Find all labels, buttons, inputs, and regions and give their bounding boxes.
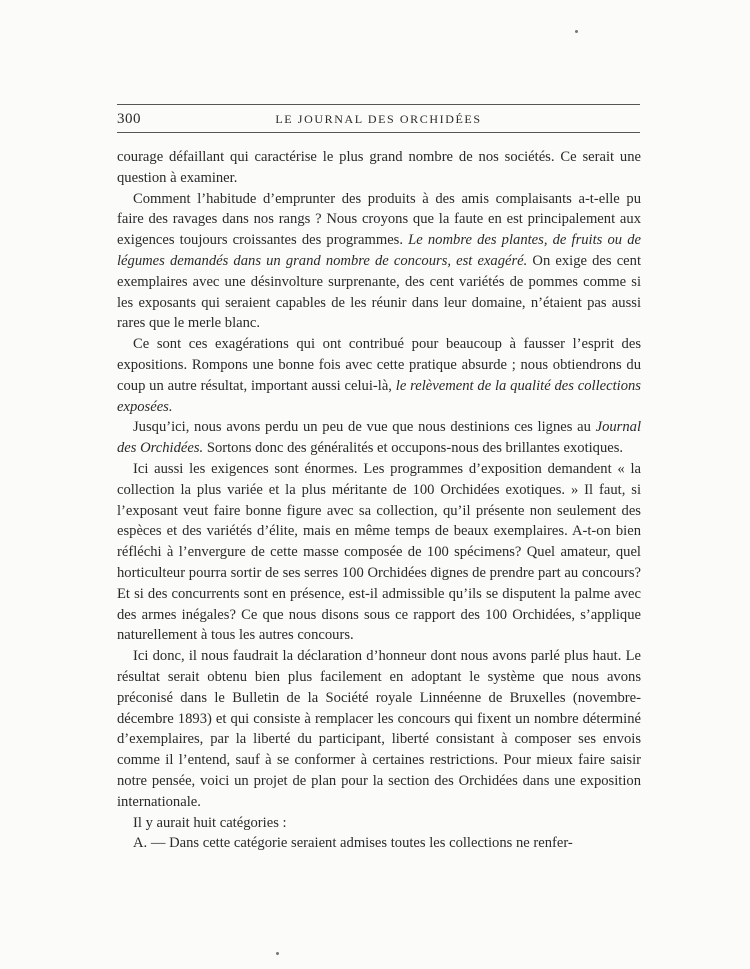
- page-number: 300: [117, 111, 141, 127]
- paragraph: [117, 147, 641, 189]
- paragraph: [117, 189, 641, 335]
- paragraph: [117, 646, 641, 812]
- header-top-rule: [117, 104, 640, 105]
- scan-speck: [276, 952, 279, 955]
- text-run: Sortons donc des généralités et occupons-nous des brillantes exotiques.: [203, 440, 624, 457]
- text-run: Comment l’habitude d’emprunter des produits à des amis complaisants a-t-elle pu faire des ravages dans nos rangs ? Nous croyons que la faute en est principalement aux exigences toujours croissantes des programmes.: [117, 190, 641, 249]
- header-bottom-rule: [117, 132, 640, 133]
- page-header: [117, 104, 640, 134]
- paragraph: [117, 334, 641, 417]
- text-run: Il y aurait huit catégories :: [133, 814, 287, 831]
- italic-run: Journal des Orchidées.: [117, 419, 641, 457]
- text-run: Ici donc, il nous faudrait la déclaration d’honneur dont nous avons parlé plus haut. Le résultat serait obtenu bien plus facilement en adoptant le système que nous avons préconisé dans le Bulletin de la Société royale Linnéenne de Bruxelles (novembre-décembre 1893) et qui consiste à remplacer les concours qui fixent un nombre déterminé d’exemplaires, par la liberté du participant, liberté consistant à composer ses envois comme il l’entend, sauf à se conformer à certaines restrictions. Pour mieux faire saisir notre pensée, voici un projet de plan pour la section des Orchidées dans une exposition internationale.: [117, 648, 641, 810]
- running-title: LE JOURNAL DES ORCHIDÉES: [275, 112, 482, 126]
- paragraph: [117, 417, 641, 459]
- text-run: A. — Dans cette catégorie seraient admises toutes les collections ne renfer-: [133, 835, 573, 852]
- paragraph: [117, 459, 641, 646]
- text-run: On exige des cent exemplaires avec une désinvolture surprenante, des cent variétés de pommes comme si les exposants qui seraient capables de les réunir dans leur domaine, n’étaient pas aussi rares que le merle blanc.: [117, 252, 641, 332]
- text-run: Ce sont ces exagérations qui ont contribué pour beaucoup à fausser l’esprit des expositions. Rompons une bonne fois avec cette pratique absurde ; nous obtiendrons du coup un autre résultat, important aussi celui-là,: [117, 336, 641, 394]
- paragraph: [117, 833, 641, 854]
- text-run: Ici aussi les exigences sont énormes. Les programmes d’exposition demandent « la collection la plus variée et la plus méritante de 100 Orchidées exotiques. » Il faut, si l’exposant veut faire bonne figure avec sa collection, qu’il présente non seulement des espèces et des variétés d’élite, mais en même temps de beaux exemplaires. A-t-on bien réfléchi à l’envergure de cette masse composée de 100 spécimens? Quel amateur, quel horticulteur pourra sortir de ses serres 100 Orchidées dignes de prendre part au concours? Et si des concurrents sont en présence, est-il admissible qu’ils se disputent la palme avec des armes inégales? Ce que nous disons sous ce rapport des 100 Orchidées, s’applique naturellement à tous les autres concours.: [117, 460, 641, 644]
- text-run: Jusqu’ici, nous avons perdu un peu de vue que nous destinions ces lignes au: [133, 419, 596, 436]
- italic-run: Le nombre des plantes, de fruits ou de légumes demandés dans un grand nombre de concours, est exagéré.: [117, 232, 641, 269]
- text-run: courage défaillant qui caractérise le plus grand nombre de nos sociétés. Ce serait une question à examiner.: [117, 149, 641, 186]
- paragraph: [117, 813, 641, 834]
- body-text: [117, 147, 641, 854]
- italic-run: le relèvement de la qualité des collections exposées.: [117, 377, 641, 415]
- scan-speck: [575, 30, 578, 33]
